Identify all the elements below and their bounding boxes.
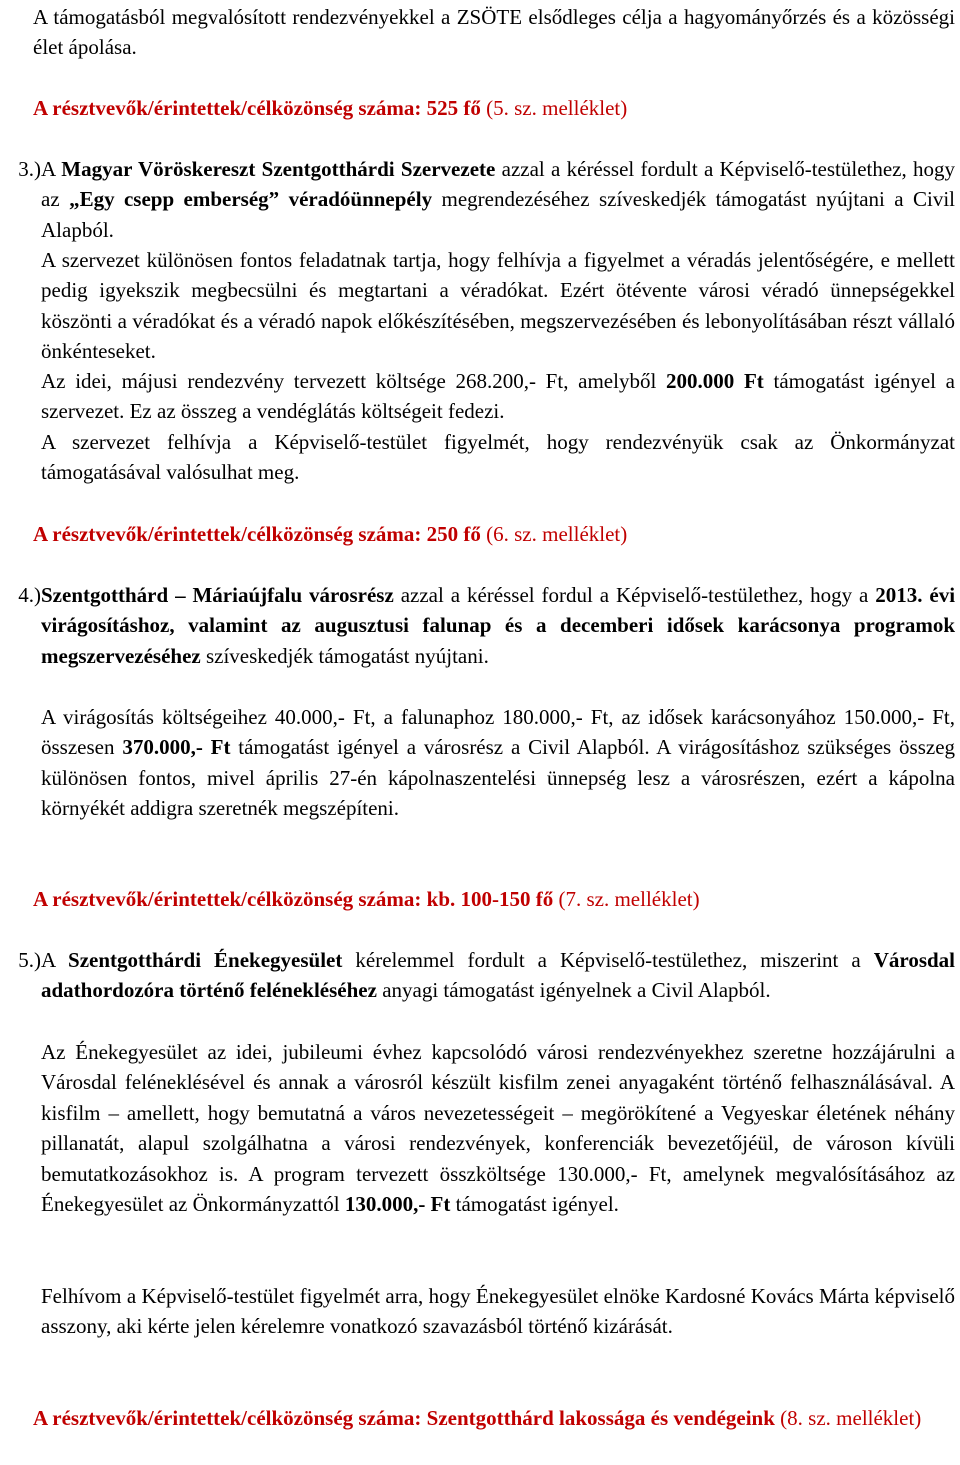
item-3-p3-b: támogatást igényel a szervezet. Ez az összeg a vendéglátás költségeit fedezi. (41, 369, 955, 424)
item-3-paragraph-1 (41, 154, 955, 245)
intro-paragraph (33, 2, 955, 63)
item-5-p1-c: anyagi támogatást igényelnek a Civil Alapból. (382, 978, 771, 1003)
participants-ref: (5. sz. melléklet) (486, 96, 628, 120)
item-5-project-end: éhez (337, 978, 377, 1003)
item-4-number: 4.) (18, 583, 41, 607)
item-5-paragraph-2 (41, 1037, 955, 1219)
item-3-p2: A szervezet különösen fontos feladatnak tartja, hogy felhívja a figyelmet a véradás jelentőségére, e mellett pedig igyekszik megbecsülni és megtartani a véradókat. Ezért ötévente városi véradó ünnepségekkel köszönti a véradókat és a véradó napok előkészítésében, megszervezésében és lebonyolításában részt vállaló önkénteseket. (41, 248, 955, 364)
item-4-p1-b: szíveskedjék támogatást nyújtani. (205, 643, 489, 668)
item-3-amount: 200.000 Ft (666, 369, 764, 393)
participants-label: A résztvevők/érintettek/célközönség száma: kb. 100-150 fő (33, 887, 554, 911)
item-4-p2-b: támogatást igényel a városrész a Civil Alapból. A virágosításhoz szükséges összeg különösen fontos, mivel április 27-én kápolnaszentelési ünnepség lesz a városrészen, ezért a kápolna környékét addigra szeretnék megszépíteni. (41, 735, 956, 821)
item-5-amount: 130.000,- Ft (344, 1192, 451, 1217)
participants-line-3 (33, 884, 955, 914)
participants-line-2 (33, 519, 955, 549)
item-5-number: 5.) (18, 948, 41, 972)
participants-ref: (7. sz. melléklet) (558, 887, 700, 911)
item-5-paragraph-1 (41, 945, 955, 1006)
item-5-p2-a: Az Énekegyesület az idei, jubileumi évhez kapcsolódó városi rendezvényekhez szeretne hozzájárulni a Városdal feléneklésével és annak a városról készült kisfilm zenei anyagaként történő felhasználásával. A kisfilm – amellett, hogy bemutatná a város nevezetességeit – megörökítené a Vegyeskar életének néhány pillanatát, alapul szolgálhatna a városi rendezvények, konferenciák bevezetőjéül, de városon kívüli bemutatkozásokhoz is. A program tervezett összköltsége 130.000,- Ft, amelynek megvalósításához az Énekegyesület az Önkormányzattól (41, 1040, 955, 1217)
item-3-number: 3.) (18, 157, 41, 181)
item-5-paragraph-3 (41, 1281, 955, 1342)
participants-label: A résztvevők/érintettek/célközönség száma: Szentgotthárd lakossága és vendégeink (33, 1406, 775, 1430)
item-3-event: „Egy csepp emberség” véradóünnepély (69, 187, 433, 212)
participants-ref: (6. sz. melléklet) (486, 522, 628, 546)
item-3-p1-c: megrendezéséhez szíveskedjék támogatást nyújtani a Civil Alapból. (41, 187, 955, 242)
participants-line-4 (33, 1403, 955, 1433)
item-5-organization: Szentgotthárdi Énekegyesület (68, 948, 343, 972)
item-5-project-main: Városdal adathordozóra történő feléneklés (41, 948, 956, 1003)
participants-line-1 (33, 93, 955, 123)
item-3-p1-b: azzal a kéréssel fordult a Képviselő-testülethez, hogy az (41, 157, 956, 212)
item-4-p2-a: A virágosítás költségeihez 40.000,- Ft, a falunaphoz 180.000,- Ft, az idősek karácsonyához 150.000,- Ft, összesen (41, 705, 955, 760)
intro-text: A támogatásból megvalósított rendezvényekkel a ZSÖTE elsődleges célja a hagyományőrzés és a közösségi élet ápolása. (33, 5, 955, 60)
item-3-paragraph-4 (41, 427, 955, 488)
item-3-paragraph-3 (41, 366, 955, 427)
item-4-paragraph-1 (41, 580, 955, 671)
item-4-paragraph-2 (41, 702, 955, 824)
item-5-p3: Felhívom a Képviselő-testület figyelmét arra, hogy Énekegyesület elnöke Kardosné Kovács Márta képviselő asszony, aki kérte jelen kérelemre vonatkozó szavazásból történő kizárását. (41, 1284, 955, 1339)
participants-label: A résztvevők/érintettek/célközönség száma: 525 fő (33, 96, 481, 120)
participants-label: A résztvevők/érintettek/célközönség száma: 250 fő (33, 522, 481, 546)
item-4-programs: 2013. évi virágosításhoz, valamint az augusztusi falunap és a decemberi idősek karácsonya programok megszervezéséhez (41, 583, 956, 668)
item-4-p1-a: azzal a kéréssel fordul a Képviselő-testülethez, hogy a (400, 583, 869, 607)
participants-ref: (8. sz. melléklet) (780, 1406, 922, 1430)
item-5-p1-a: A (41, 948, 56, 972)
item-5-p2-b: támogatást igényel. (455, 1192, 619, 1217)
item-5-p1-b: kérelemmel fordult a Képviselő-testülethez, miszerint a (355, 948, 861, 972)
item-3-paragraph-2 (41, 245, 955, 367)
item-3-p1-a: A (41, 157, 56, 181)
item-3-p4: A szervezet felhívja a Képviselő-testület figyelmét, hogy rendezvényük csak az Önkormányzat támogatásával valósulhat meg. (41, 430, 955, 485)
item-3-organization: Magyar Vöröskereszt Szentgotthárdi Szervezete (61, 157, 496, 181)
item-3-p3-a: Az idei, májusi rendezvény tervezett költsége 268.200,- Ft, amelyből (41, 369, 657, 393)
item-4-amount: 370.000,- Ft (122, 735, 231, 760)
item-4-organization: Szentgotthárd – Máriaújfalu városrész (41, 583, 394, 607)
